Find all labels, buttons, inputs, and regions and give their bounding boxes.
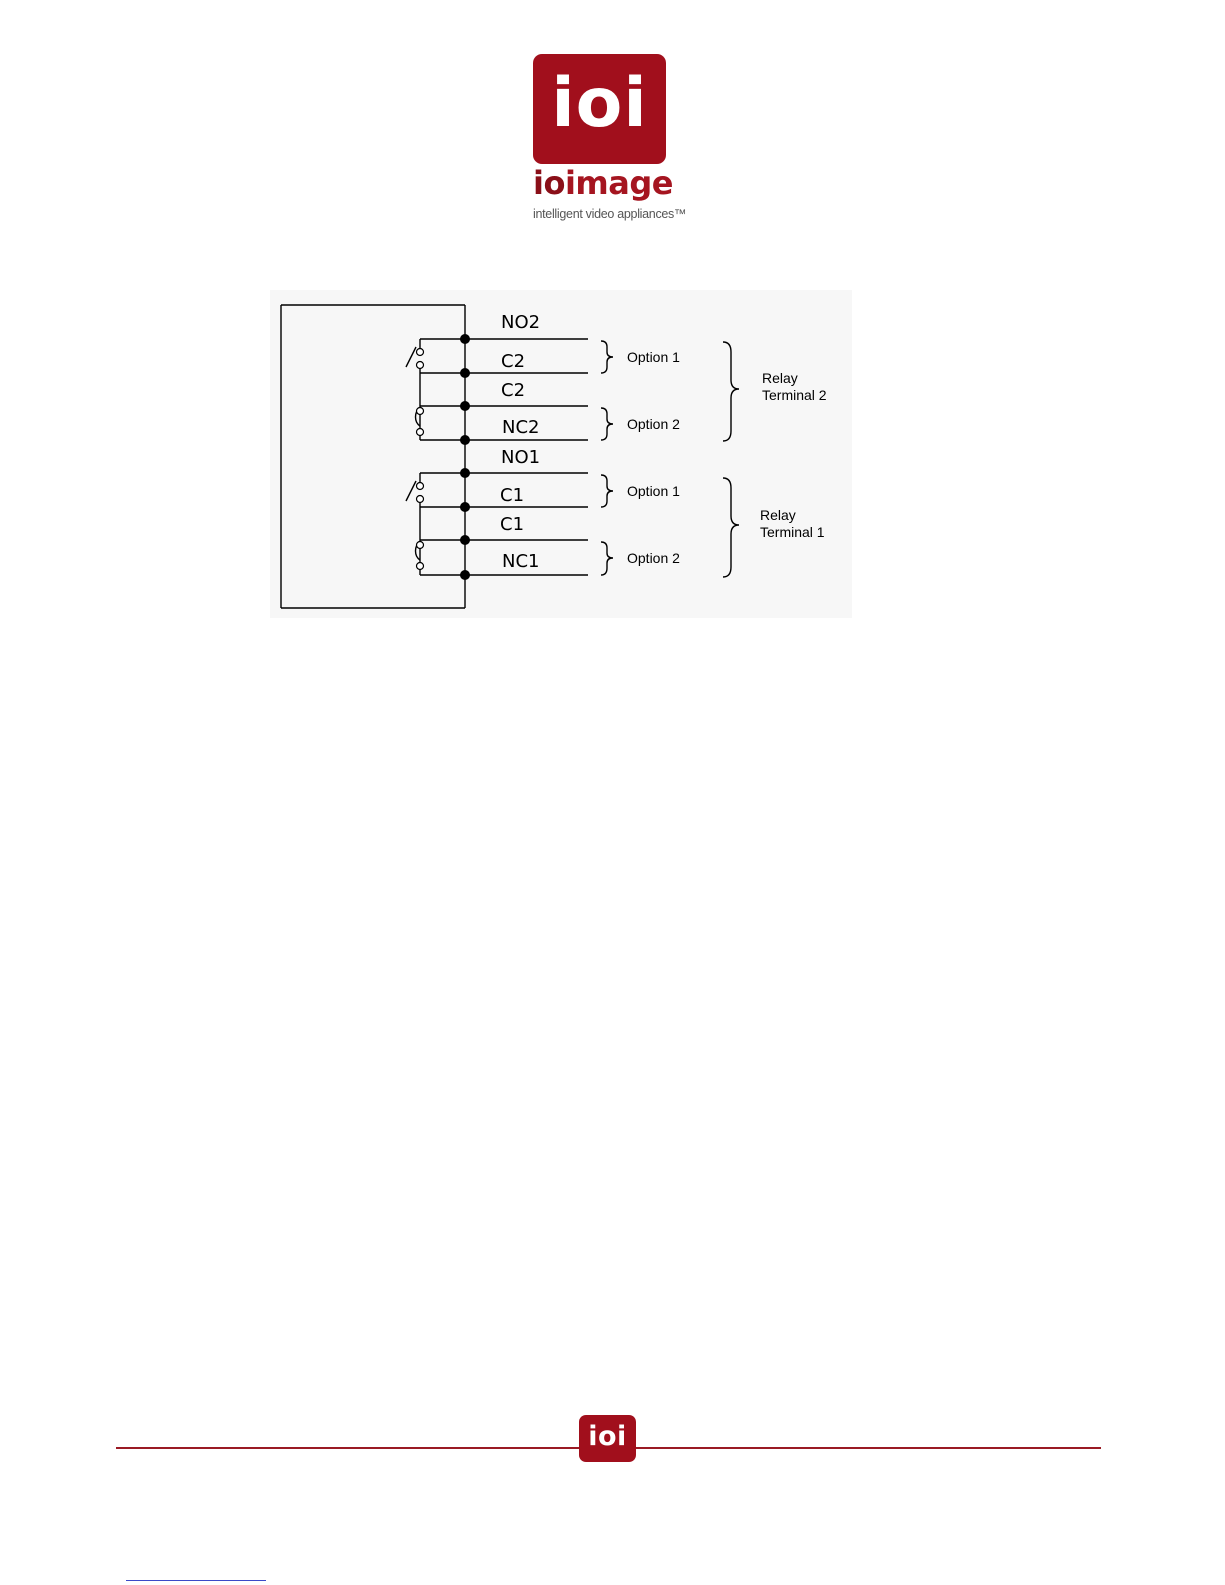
junction-dot-c1-bottom	[460, 535, 470, 545]
relay2-label-line2: Terminal 2	[762, 387, 827, 403]
relay1-option1-label: Option 1	[627, 483, 680, 499]
relay1-terminal-brace	[723, 478, 739, 577]
relay2-no-contact-ring	[417, 349, 424, 356]
relay2-option1-brace	[601, 341, 613, 373]
relay2-terminal-brace	[723, 342, 739, 441]
relay2-nc-contact-ring-bottom	[417, 429, 424, 436]
logo-mark-text: ioi	[551, 64, 648, 143]
relay1-label-line2: Terminal 1	[760, 524, 825, 540]
label-no1: NO1	[501, 447, 541, 468]
wordmark-io: io	[533, 164, 565, 202]
label-nc1: NC1	[502, 551, 540, 572]
junction-dot-c1-top	[460, 502, 470, 512]
label-c1-top: C1	[500, 485, 525, 506]
label-c2-top: C2	[501, 351, 526, 372]
logo-tagline: intelligent video appliances™	[533, 207, 687, 221]
ioi-footer-logo-icon	[579, 1415, 636, 1462]
relay-wiring-diagram	[270, 290, 852, 618]
relay1-option2-label: Option 2	[627, 550, 680, 566]
relay1-option2-brace	[601, 542, 613, 575]
footer-logo-text: ioi	[588, 1421, 627, 1452]
label-nc2: NC2	[502, 417, 540, 438]
relay1-common-contact-ring	[417, 496, 424, 503]
junction-dot-nc2	[460, 435, 470, 445]
junction-dot-no1	[460, 468, 470, 478]
relay1-nc-contact-ring-top	[417, 542, 424, 549]
junction-dot-c2-bottom	[460, 401, 470, 411]
relay2-common-contact-ring	[417, 362, 424, 369]
relay2-option2-label: Option 2	[627, 416, 680, 432]
junction-dot-c2-top	[460, 368, 470, 378]
logo-wordmark	[533, 165, 673, 201]
relay1-nc-contact-ring-bottom	[417, 563, 424, 570]
relay1-option1-brace	[601, 475, 613, 507]
relay1-label-line1: Relay	[760, 507, 796, 523]
header-logo	[530, 52, 687, 227]
ioi-logo-icon	[533, 54, 666, 164]
relay1-switch-blade	[406, 481, 416, 501]
relay2-option1-label: Option 1	[627, 349, 680, 365]
relay-diagram-svg	[270, 290, 852, 618]
junction-dot-no2	[460, 334, 470, 344]
relay2-option2-brace	[601, 408, 613, 440]
relay2-label-line1: Relay	[762, 370, 798, 386]
relay2-nc-contact-ring-top	[417, 408, 424, 415]
relay1-no-contact-ring	[417, 483, 424, 490]
label-no2: NO2	[501, 312, 541, 333]
bottom-link-underline[interactable]	[126, 1580, 266, 1581]
junction-dot-nc1	[460, 570, 470, 580]
label-c1-bottom: C1	[500, 514, 525, 535]
relay2-switch-blade	[406, 347, 416, 367]
wordmark-image: image	[564, 164, 673, 202]
label-c2-bottom: C2	[501, 380, 526, 401]
